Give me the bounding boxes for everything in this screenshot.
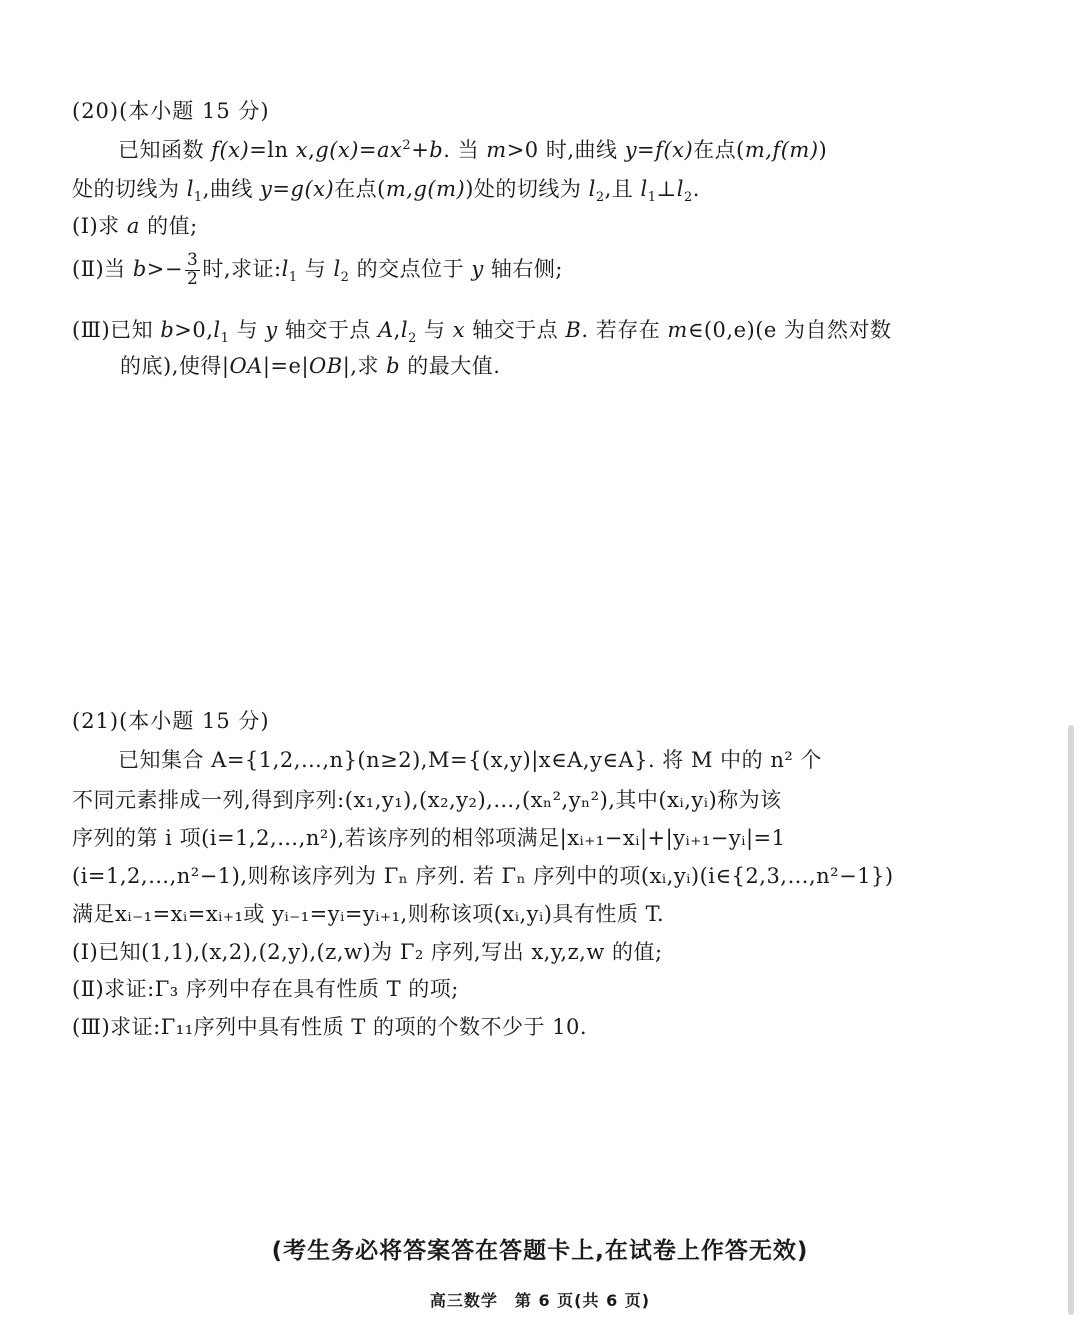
q21-stem-line4: (i=1,2,…,n²−1),则称该序列为 Γₙ 序列. 若 Γₙ 序列中的项(xᵢ,yᵢ)(i∈{2,3,…,n²−1}) — [72, 864, 894, 888]
page-number: 高三数学 第 6 页(共 6 页) — [429, 1291, 651, 1310]
fraction-three-halves: $\frac{3}{2}$ — [187, 250, 199, 289]
q21-header: (21)(本小题 15 分) — [72, 709, 270, 733]
vertical-scrollbar[interactable] — [1068, 725, 1074, 1315]
q21-stem-line2: 不同元素排成一列,得到序列:(x₁,y₁),(x₂,y₂),…,(xₙ²,yₙ²),其中(xᵢ,yᵢ)称为该 — [72, 788, 782, 812]
q20-stem-line2: 处的切线为 $l_1$,曲线 y=g(x)在点(m,g(m))处的切线为 $l_2$,且 $l_1\perp l_2$. — [72, 177, 700, 206]
answer-sheet-notice: (考生务必将答案答在答题卡上,在试卷上作答无效) — [271, 1238, 809, 1264]
q21-part1: (Ⅰ)已知(1,1),(x,2),(2,y),(z,w)为 Γ₂ 序列,写出 x,y,z,w 的值; — [72, 940, 663, 964]
q21-part3: (Ⅲ)求证:Γ₁₁序列中具有性质 T 的项的个数不少于 10. — [72, 1015, 588, 1039]
q20-header: (20)(本小题 15 分) — [72, 99, 270, 123]
q21-stem-line3: 序列的第 i 项(i=1,2,…,n²),若该序列的相邻项满足|xᵢ₊₁−xᵢ|+|yᵢ₊₁−yᵢ|=1 — [72, 826, 786, 850]
q20-stem-line1: 已知函数 f(x)=ln $x,g(x)=ax^2+b$. 当 m>0 时,曲线 y=f(x)在点(m,f(m)) — [118, 138, 828, 162]
q21-stem-line5: 满足xᵢ₋₁=xᵢ=xᵢ₊₁或 yᵢ₋₁=yᵢ=yᵢ₊₁,则称该项(xᵢ,yᵢ)具有性质 T. — [72, 902, 665, 926]
q20-part2: (Ⅱ)当 b>− $\frac{3}{2}$ 时,求证$:l_1$ 与 $l_2$ 的交点位于 y 轴右侧; — [72, 250, 563, 289]
q20-part3-line1: (Ⅲ)已知 $b>0,l_1$ 与 y 轴交于点 $A,l_2$ 与 x 轴交于点 B. 若存在 m∈(0,e)(e 为自然对数 — [72, 318, 892, 347]
q20-part1: (Ⅰ)求 a 的值; — [72, 214, 198, 238]
q21-stem-line1: 已知集合 A={1,2,…,n}(n≥2),M={(x,y)|x∈A,y∈A}. 将 M 中的 n² 个 — [118, 748, 822, 772]
q21-part2: (Ⅱ)求证:Γ₃ 序列中存在具有性质 T 的项; — [72, 977, 459, 1001]
q20-part3-line2: 的底),使得|OA|=e|OB|,求 b 的最大值. — [120, 354, 501, 378]
